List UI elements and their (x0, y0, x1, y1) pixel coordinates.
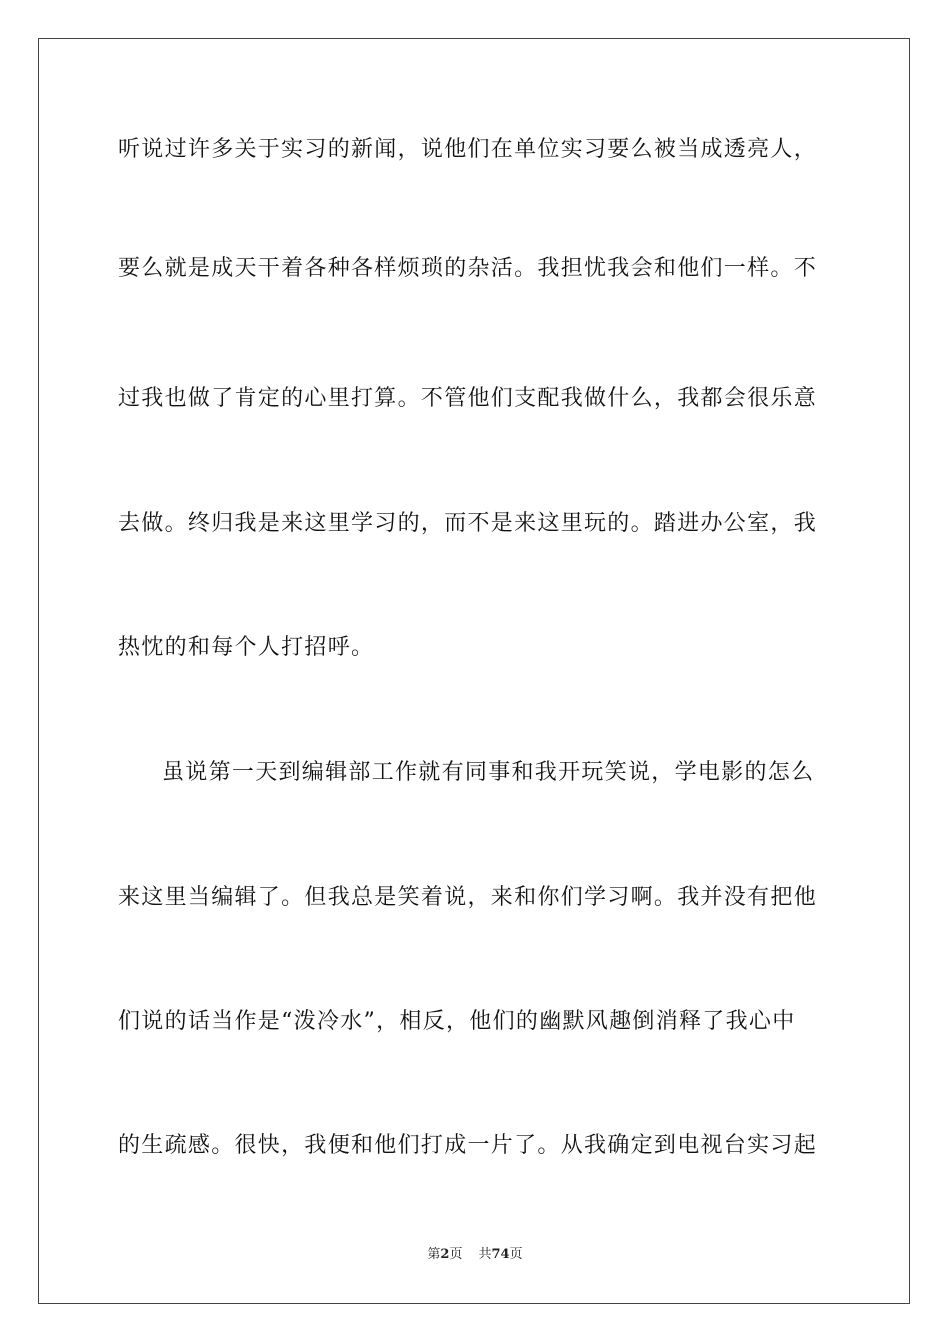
text-line-9: 的生疏感。很快，我便和他们打成一片了。从我确定到电视台实习起 (118, 1133, 818, 1158)
text-line-4: 去做。终归我是来这里学习的，而不是来这里玩的。踏进办公室，我 (118, 511, 818, 536)
text-line-8: 们说的话当作是“泼冷水”，相反，他们的幽默风趣倒消释了我心中 (118, 1009, 796, 1034)
text-line-2: 要么就是成天干着各种各样烦琐的杂活。我担忧我会和他们一样。不 (118, 256, 818, 281)
text-line-7: 来这里当编辑了。但我总是笑着说，来和你们学习啊。我并没有把他 (118, 885, 818, 910)
page-border (38, 38, 910, 1304)
text-line-3: 过我也做了肯定的心里打算。不管他们支配我做什么，我都会很乐意 (118, 386, 818, 411)
text-line-1: 听说过许多关于实习的新闻，说他们在单位实习要么被当成透亮人， (118, 137, 818, 162)
total-pages-label: 共74页 (478, 1247, 523, 1262)
page-label: 第2页 (427, 1247, 463, 1262)
page-footer (0, 1246, 950, 1264)
text-line-6: 虽说第一天到编辑部工作就有同事和我开玩笑说，学电影的怎么 (162, 760, 815, 785)
text-line-5: 热忱的和每个人打招呼。 (118, 635, 375, 660)
